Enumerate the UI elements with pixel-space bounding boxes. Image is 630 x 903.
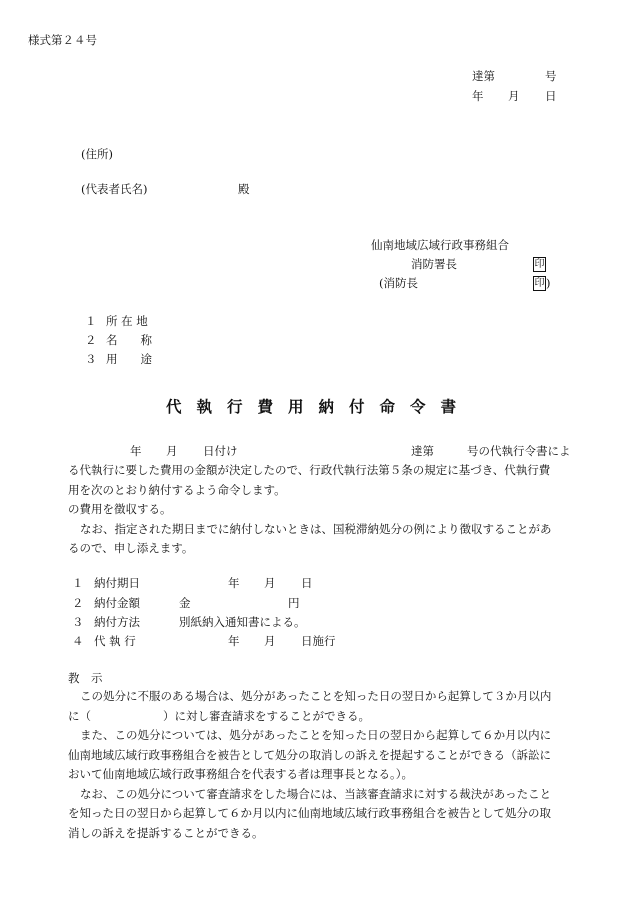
seal-mark: 印 [534, 259, 545, 270]
doc-number-suffix: 号 [545, 69, 557, 83]
instruction-line: なお、この処分について審査請求をした場合には、当該審査請求に対する裁決があったこと [80, 786, 552, 801]
property-no: １ [85, 314, 97, 328]
property-no: ３ [85, 352, 97, 366]
instruction-line: この処分に不服のある場合は、処分があったことを知った日の翌日から起算して３か月以内 [80, 689, 552, 703]
item-amount-yen: 円 [288, 596, 300, 610]
property-label-use: 用 途 [106, 352, 152, 366]
form-number: 様式第２４号 [28, 33, 97, 47]
date-month: 月 [508, 89, 520, 103]
instruction-line: 仙南地域広域行政事務組合を被告として処分の取消しの訴えを提起することができる（訴訟に [68, 747, 551, 762]
body-paragraph [68, 461, 584, 559]
item-no: １ [72, 576, 84, 590]
property-label-location: 所 在 地 [106, 314, 148, 328]
body-doc-prefix: 達第 [411, 444, 434, 458]
instruction-line: また、この処分については、処分があったことを知った日の翌日から起算して６か月以内に [80, 728, 552, 742]
issuer-organization: 仙南地域広域行政事務組合 [371, 238, 509, 252]
item-label-method: 納付方法 [94, 615, 140, 629]
instruction-paragraph [68, 687, 584, 843]
item-month: 月 [264, 576, 276, 590]
date-year: 年 [472, 89, 484, 103]
instruction-line: を知った日の翌日から起算して６か月以内に仙南地域広域行政事務組合を被告として処分の取 [68, 806, 551, 820]
address-label: (住所) [81, 147, 113, 161]
item-label-due-date: 納付期日 [94, 576, 140, 590]
issuer-fire-chief: (消防長 [379, 276, 418, 290]
honorific: 殿 [238, 182, 250, 196]
seal-mark: 印 [534, 278, 545, 289]
body-line: なお、指定された期日までに納付しないときは、国税滞納処分の例により徴収することがあ [80, 521, 552, 536]
body-year: 年 [130, 444, 142, 458]
item-no: ４ [72, 634, 84, 648]
body-line: るので、申し添えます。 [68, 541, 194, 555]
item-month: 月 [264, 634, 276, 648]
item-label-execution: 代 執 行 [94, 634, 136, 648]
instruction-text: に（ [68, 708, 91, 723]
item-year: 年 [228, 576, 240, 590]
item-amount-prefix: 金 [179, 596, 191, 610]
date-day: 日 [545, 89, 557, 103]
body-line: の費用を徴収する。 [68, 502, 172, 516]
issuer-close-paren: ) [546, 276, 551, 290]
instruction-heading: 教 示 [68, 671, 103, 685]
body-line: 用を次のとおり納付するよう命令します。 [68, 482, 286, 497]
property-no: ２ [85, 333, 97, 347]
body-line: る代執行に要した費用の金額が決定したので、行政代執行法第５条の規定に基づき、代執行費 [68, 463, 551, 477]
item-day-executed: 日施行 [301, 634, 336, 648]
item-method-value: 別紙納入通知書による。 [179, 615, 306, 629]
item-day: 日 [301, 576, 313, 590]
instruction-text: ）に対し審査請求をすることができる。 [163, 708, 370, 723]
property-label-name: 名 称 [106, 333, 152, 347]
body-month: 月 [166, 444, 178, 458]
item-no: ３ [72, 615, 84, 629]
item-no: ２ [72, 596, 84, 610]
doc-number-prefix: 達第 [472, 69, 495, 83]
body-day: 日付け [203, 444, 238, 458]
document-title: 代執行費用納付命令書 [166, 397, 472, 416]
instruction-line: 消しの訴えを提訴することができる。 [68, 825, 264, 840]
instruction-line: おいて仙南地域広域行政事務組合を代表する者は理事長となる。）。 [68, 767, 413, 781]
item-year: 年 [228, 634, 240, 648]
body-line1-rest: 号の代執行令書によ [467, 444, 571, 458]
representative-label: (代表者氏名) [81, 182, 148, 196]
item-label-amount: 納付金額 [94, 596, 140, 610]
issuer-station-chief: 消防署長 [411, 257, 457, 271]
instruction-line-blank [68, 707, 584, 727]
